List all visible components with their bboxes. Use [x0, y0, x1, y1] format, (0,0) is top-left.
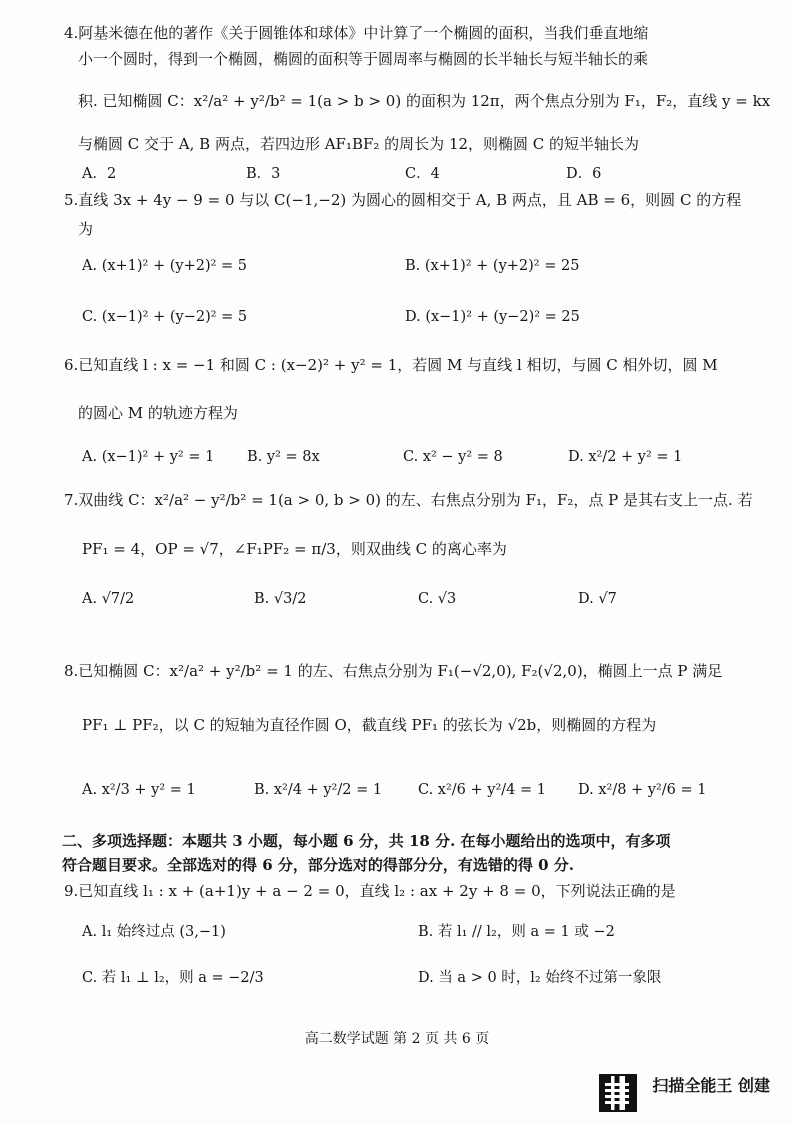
section-heading	[62, 829, 722, 877]
q5-option-c: C. (x−1)² + (y−2)² = 5	[82, 309, 248, 325]
q6-line1: 6.已知直线 l : x = −1 和圆 C : (x−2)² + y² = 1，若圆 M 与直线 l 相切，与圆 C 相外切，圆 M	[64, 356, 718, 374]
q7-line2: PF₁ = 4，OP = √7，∠F₁PF₂ = π/3，则双曲线 C 的离心率为	[82, 540, 507, 558]
q4-option-a: A．2	[82, 166, 117, 182]
q5-option-d: D. (x−1)² + (y−2)² = 25	[405, 309, 580, 325]
scanner-watermark: 扫描全能王 创建	[652, 1076, 770, 1095]
q7-option-a: A. √7/2	[82, 591, 135, 607]
q4-line3: 积. 已知椭圆 C：x²/a² + y²/b² = 1(a > b > 0) 的面积为 12π，两个焦点分别为 F₁，F₂，直线 y = kx	[78, 92, 771, 110]
section-heading-line2: 符合题目要求。全部选对的得 6 分，部分选对的得部分分，有选错的得 0 分.	[62, 856, 574, 874]
q7-option-b: B. √3/2	[254, 591, 307, 607]
q5-line2: 为	[78, 220, 94, 238]
q9-option-c: C. 若 l₁ ⊥ l₂，则 a = −2/3	[82, 970, 264, 986]
q4-option-d: D．6	[566, 166, 602, 182]
q7-line1: 7.双曲线 C：x²/a² − y²/b² = 1(a > 0, b > 0) 的左、右焦点分别为 F₁，F₂，点 P 是其右支上一点. 若	[64, 491, 753, 509]
q8-line1: 8.已知椭圆 C：x²/a² + y²/b² = 1 的左、右焦点分别为 F₁(−√2,0), F₂(√2,0)，椭圆上一点 P 满足	[64, 662, 723, 680]
q7-option-d: D. √7	[578, 591, 617, 607]
q6-line2: 的圆心 M 的轨迹方程为	[78, 404, 238, 422]
q4-line4: 与椭圆 C 交于 A, B 两点，若四边形 AF₁BF₂ 的周长为 12，则椭圆 C 的短半轴长为	[78, 135, 640, 153]
section-heading-line1: 二、多项选择题：本题共 3 小题，每小题 6 分，共 18 分. 在每小题给出的选项中，有多项	[62, 832, 671, 850]
q5-line1: 5.直线 3x + 4y − 9 = 0 与以 C(−1,−2) 为圆心的圆相交于 A, B 两点，且 AB = 6，则圆 C 的方程	[64, 191, 742, 209]
page-footer: 高二数学试题 第 2 页 共 6 页	[304, 1031, 490, 1047]
q9-option-b: B. 若 l₁ // l₂，则 a = 1 或 −2	[418, 924, 615, 940]
q4-option-b: B．3	[246, 166, 281, 182]
qr-code-icon	[599, 1074, 637, 1112]
q4-line2: 小一个圆时，得到一个椭圆，椭圆的面积等于圆周率与椭圆的长半轴长与短半轴长的乘	[78, 50, 649, 68]
q6-option-c: C. x² − y² = 8	[403, 449, 503, 465]
q8-option-a: A. x²/3 + y² = 1	[82, 782, 196, 798]
q6-option-a: A. (x−1)² + y² = 1	[82, 449, 215, 465]
q9-line1: 9.已知直线 l₁ : x + (a+1)y + a − 2 = 0，直线 l₂ : ax + 2y + 8 = 0，下列说法正确的是	[64, 882, 676, 900]
q8-line2: PF₁ ⊥ PF₂，以 C 的短轴为直径作圆 O，截直线 PF₁ 的弦长为 √2b，则椭圆的方程为	[82, 716, 657, 734]
q9-option-d: D. 当 a > 0 时，l₂ 始终不过第一象限	[418, 970, 662, 986]
q5-option-a: A. (x+1)² + (y+2)² = 5	[82, 258, 248, 274]
q7-option-c: C. √3	[418, 591, 457, 607]
q9-option-a: A. l₁ 始终过点 (3,−1)	[82, 924, 226, 940]
q8-option-c: C. x²/6 + y²/4 = 1	[418, 782, 546, 798]
q5-option-b: B. (x+1)² + (y+2)² = 25	[405, 258, 580, 274]
q8-option-b: B. x²/4 + y²/2 = 1	[254, 782, 383, 798]
q6-option-d: D. x²/2 + y² = 1	[568, 449, 683, 465]
q4-option-c: C．4	[405, 166, 440, 182]
q4-line1: 4.阿基米德在他的著作《关于圆锥体和球体》中计算了一个椭圆的面积，当我们垂直地缩	[64, 24, 649, 42]
q6-option-b: B. y² = 8x	[247, 449, 320, 465]
q8-option-d: D. x²/8 + y²/6 = 1	[578, 782, 707, 798]
